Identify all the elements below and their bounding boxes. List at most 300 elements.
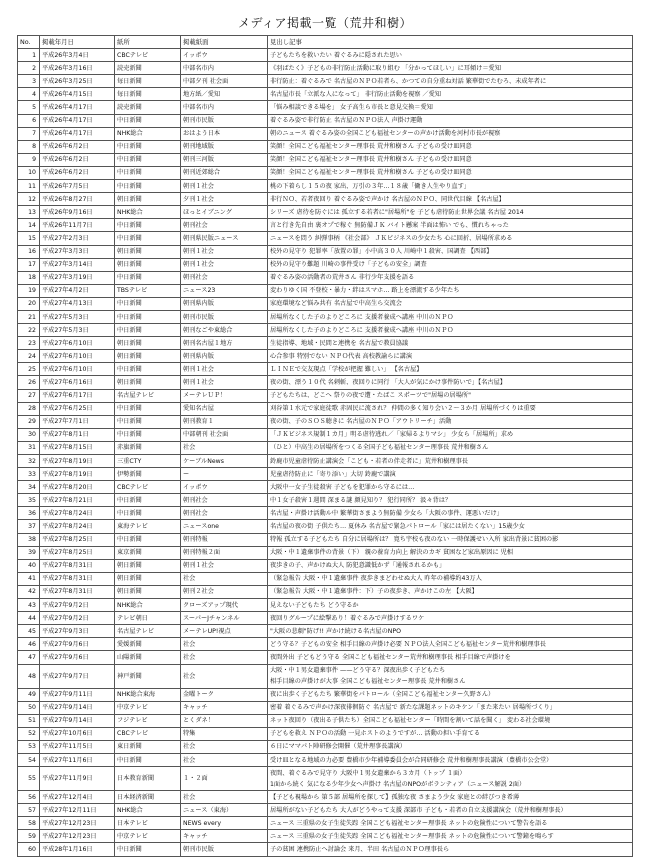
table-row <box>18 258 633 271</box>
table-row <box>18 817 633 830</box>
table-row <box>18 271 633 284</box>
table-row <box>18 520 633 533</box>
cell-section: イッポウ <box>181 481 268 494</box>
cell-date: 平成27年12月11日 <box>40 804 115 817</box>
cell-section: 朝刊特報２面 <box>181 546 268 559</box>
table-row <box>18 284 633 297</box>
cell-headline: 居場所がない子どもたち 大人がどうやって支援 深部市 子ども・若者の自立支援講演会（荒井和樹理事長） <box>268 804 633 817</box>
cell-headline: 変わりゆく国 不登校・暴力・絆はスマホ… 路上を漂流する少年たち <box>268 284 633 297</box>
table-row <box>18 625 633 638</box>
cell-media: 毎日新聞 <box>115 75 181 88</box>
table-row <box>18 350 633 363</box>
cell-no: 41 <box>18 572 40 585</box>
cell-section: ニュース（東海） <box>181 804 268 817</box>
cell-section: 金曜トーク <box>181 688 268 701</box>
cell-date: 平成27年6月16日 <box>40 376 115 389</box>
cell-no: 40 <box>18 559 40 572</box>
cell-no: 35 <box>18 494 40 507</box>
cell-headline: （緊急報告 大阪・中１遺棄事件 夜歩きまどわせぬ大人 昨年の補導約43万人 <box>268 572 633 585</box>
cell-media: 日本教育新聞 <box>115 767 181 791</box>
cell-media: NHK総合東海 <box>115 688 181 701</box>
cell-headline: 子どもたちは、どこへ 祭りの夜で遭・たばこ スポーツで"居場の居場所" <box>268 389 633 402</box>
cell-headline: ニュース 三重県の女子生徒失踪 全国こども福祉センター理事長 ネットの危険性について警告を語る <box>268 817 633 830</box>
table-row <box>18 714 633 727</box>
cell-section: イッポウ <box>181 49 268 62</box>
cell-date: 平成27年5月3日 <box>40 324 115 337</box>
cell-headline: 《羽ばたく》子どもの非行防止活動に取り組む 「分かってほしい」に耳傾け＝愛知 <box>268 62 633 75</box>
table-row <box>18 664 633 688</box>
cell-date: 平成27年4月2日 <box>40 284 115 297</box>
cell-no: 60 <box>18 843 40 856</box>
cell-headline: 夜の街、子のＳＯＳ聴きに 名古屋のＮＰＯ「アウトリーチ」活動 <box>268 415 633 428</box>
cell-headline: 生徒指導、地域・民間と連携を 名古屋で教員協議 <box>268 337 633 350</box>
cell-date: 平成27年6月17日 <box>40 389 115 402</box>
cell-media: 山陽新聞 <box>115 651 181 664</box>
cell-section: ほっとイブニング <box>181 206 268 219</box>
header-section: 掲載紙面 <box>181 36 268 49</box>
cell-headline: 心合参事 特別でない ＮＰＯ代表 高校教諭らに講演 <box>268 350 633 363</box>
cell-date: 平成27年8月31日 <box>40 559 115 572</box>
cell-headline: 見えない子どもたち どう守るか <box>268 599 633 612</box>
table-row <box>18 441 633 454</box>
cell-date: 平成27年9月2日 <box>40 612 115 625</box>
cell-section: スーパーJチャンネル <box>181 612 268 625</box>
cell-no: 25 <box>18 363 40 376</box>
cell-media: 中京テレビ <box>115 701 181 714</box>
cell-media: NHK総合 <box>115 127 181 140</box>
cell-media: 朝日新聞 <box>115 245 181 258</box>
cell-headline: ネット夜回り（夜出る子供たち）全国こども福祉センター「時間を割いて話を聞く」 変わる社会環境 <box>268 714 633 727</box>
cell-date: 平成26年6月2日 <box>40 166 115 179</box>
cell-media: 中日新聞 <box>115 153 181 166</box>
table-row <box>18 767 633 791</box>
cell-section: ニュースone <box>181 520 268 533</box>
cell-headline: 校外の見守り難題 川崎の事件受け「子どもの安全」調査 <box>268 258 633 271</box>
cell-section: ケーブルNews <box>181 455 268 468</box>
cell-no: 20 <box>18 297 40 310</box>
cell-headline: 中１女子殺害１週間 深まる謎 顔見知り？ 犯行同所？ 汲々背は？ <box>268 494 633 507</box>
cell-date: 平成27年8月1日 <box>40 428 115 441</box>
cell-no: 27 <box>18 389 40 402</box>
cell-media: 愛媛新聞 <box>115 638 181 651</box>
cell-media: NHK総合 <box>115 206 181 219</box>
table-row <box>18 88 633 101</box>
cell-section: 朝刊県内版 <box>181 350 268 363</box>
header-date: 掲載年月日 <box>40 36 115 49</box>
cell-section: 朝刊近郊総合 <box>181 166 268 179</box>
cell-date: 平成27年3月19日 <box>40 271 115 284</box>
cell-headline: 受け皿となる地域の力必要 豊橋市少年補導委員会が合同研修会 荒井和樹理事長講演（豊橋市公会堂） <box>268 753 633 766</box>
cell-date: 平成27年8月19日 <box>40 468 115 481</box>
cell-date: 平成27年3月14日 <box>40 258 115 271</box>
cell-media: NHK総合 <box>115 804 181 817</box>
cell-no: 29 <box>18 415 40 428</box>
cell-media: 中日新聞 <box>115 428 181 441</box>
cell-no: 45 <box>18 625 40 638</box>
cell-section: １・２面 <box>181 767 268 791</box>
cell-date: 平成27年8月19日 <box>40 455 115 468</box>
cell-headline: 言と行き先自由 裏オプで稼ぐ 無防備ＪＫ バイト懸案 半面は怖い でも、慣れちゃった <box>268 219 633 232</box>
cell-date: 平成27年8月25日 <box>40 546 115 559</box>
table-row <box>18 688 633 701</box>
table-row <box>18 585 633 598</box>
cell-media: 東京新聞 <box>115 546 181 559</box>
cell-headline: どう守る？子どもの安全 相手目線の声掛け必要 ＮＰＯ法人全国こども福祉センター荒井和樹理事長 <box>268 638 633 651</box>
cell-no: 52 <box>18 727 40 740</box>
cell-no: 7 <box>18 127 40 140</box>
cell-section: 朝刊１社会 <box>181 258 268 271</box>
cell-headline: 名古屋市長「立派な人になって」 非行防止活動を視察 ／愛知 <box>268 88 633 101</box>
cell-headline: 朝のニュース 着ぐるみ姿の全国こども福祉センターの声かけ活動を河村市長が視察 <box>268 127 633 140</box>
cell-no: 9 <box>18 153 40 166</box>
table-row <box>18 166 633 179</box>
table-row <box>18 481 633 494</box>
cell-media: 中日新聞 <box>115 494 181 507</box>
cell-date: 平成26年4月15日 <box>40 88 115 101</box>
cell-section: 朝刊市民版 <box>181 310 268 323</box>
cell-no: 11 <box>18 180 40 193</box>
cell-no: 54 <box>18 753 40 766</box>
cell-headline: 子の貧困 連携防止へ討論会 来月、半田 名古屋のＮＰＯ理事長ら <box>268 843 633 856</box>
cell-headline: 児童虐待防止に「寄り添い」大切 鈴鹿で講演 <box>268 468 633 481</box>
cell-section: 朝刊なごや東総合 <box>181 324 268 337</box>
cell-media: テレビ朝日 <box>115 612 181 625</box>
table-row <box>18 494 633 507</box>
cell-media: 朝日新聞 <box>115 585 181 598</box>
cell-date: 平成27年5月3日 <box>40 310 115 323</box>
cell-date: 平成27年8月31日 <box>40 572 115 585</box>
cell-media: CBCテレビ <box>115 49 181 62</box>
cell-section: 朝刊１社会 <box>181 245 268 258</box>
cell-headline: 家庭環境など悩み共有 名古屋で中高生ら交流会 <box>268 297 633 310</box>
cell-date: 平成27年8月24日 <box>40 507 115 520</box>
table-row <box>18 219 633 232</box>
cell-no: 18 <box>18 271 40 284</box>
cell-date: 平成26年9月16日 <box>40 206 115 219</box>
cell-section: 朝刊三河版 <box>181 153 268 166</box>
cell-media: 中日新聞 <box>115 219 181 232</box>
cell-headline: 「悩み相談できる場を」 女子高生ら市長と意見交換＝愛知 <box>268 101 633 114</box>
cell-section: 中部夕刊 社会面 <box>181 75 268 88</box>
cell-no: 59 <box>18 830 40 843</box>
cell-no: 28 <box>18 402 40 415</box>
cell-headline: （ひと）中高生の居場所をつくる全国子ども福祉センター理事長 荒井和樹さん <box>268 441 633 454</box>
cell-media: 朝日新聞 <box>115 559 181 572</box>
cell-no: 16 <box>18 245 40 258</box>
cell-section: 朝刊名古屋１地方 <box>181 337 268 350</box>
table-row <box>18 193 633 206</box>
cell-no: 3 <box>18 75 40 88</box>
cell-media: 東日新聞 <box>115 740 181 753</box>
cell-headline: 笑顔！全国こども福祉センター理事長 荒井和樹さん 子どもの受け皿同意 <box>268 166 633 179</box>
cell-media: 朝日新聞 <box>115 572 181 585</box>
cell-date: 平成27年8月31日 <box>40 585 115 598</box>
cell-date: 平成28年1月16日 <box>40 843 115 856</box>
table-row <box>18 701 633 714</box>
cell-date: 平成27年9月11日 <box>40 688 115 701</box>
cell-section: 社会 <box>181 740 268 753</box>
cell-media: 朝日新聞 <box>115 337 181 350</box>
cell-section: 朝刊社会 <box>181 219 268 232</box>
cell-date: 平成27年11月9日 <box>40 767 115 791</box>
cell-date: 平成26年3月4日 <box>40 49 115 62</box>
table-row <box>18 507 633 520</box>
table-row <box>18 572 633 585</box>
cell-section: 朝刊社会 <box>181 271 268 284</box>
cell-media: 中日新聞 <box>115 753 181 766</box>
cell-headline: 子どもたちを救いたい 着ぐるみに隠された思い <box>268 49 633 62</box>
cell-date: 平成27年7月1日 <box>40 415 115 428</box>
cell-headline: 大阪中一女子生徒殺害 子どもを犯罪から守るには… <box>268 481 633 494</box>
cell-date: 平成26年6月2日 <box>40 153 115 166</box>
table-row <box>18 791 633 804</box>
cell-headline: 笑顔！全国こども福祉センター理事長 荒井和樹さん 子どもの受け皿同意 <box>268 153 633 166</box>
cell-headline: ６日にママパト陣研修会開催（荒井理事長講演） <box>268 740 633 753</box>
cell-date: 平成27年9月14日 <box>40 714 115 727</box>
cell-media: 中日新聞 <box>115 415 181 428</box>
cell-section: 社会 <box>181 664 268 688</box>
cell-section: NEWS every <box>181 817 268 830</box>
cell-section: メーテレUP!視点 <box>181 625 268 638</box>
cell-media: 日本経済新聞 <box>115 791 181 804</box>
cell-headline: 居場所なくした子のよりどころに 支援者養成へ講座 中川のＮＰＯ <box>268 324 633 337</box>
table-row <box>18 830 633 843</box>
cell-section: 朝刊１社会 <box>181 363 268 376</box>
cell-section: 地方紙／愛知 <box>181 88 268 101</box>
table-row <box>18 101 633 114</box>
cell-headline: 夜の街、漂う１０代 名刺斬、夜回りに同行 「大人が気にかけ事件防いで」【名古屋】 <box>268 376 633 389</box>
cell-date: 平成27年11月5日 <box>40 740 115 753</box>
cell-no: 12 <box>18 193 40 206</box>
cell-no: 58 <box>18 817 40 830</box>
cell-headline: 鈴鹿市児童虐待防止講演会「こども・若者の伴走者に」荒井和樹理事長 <box>268 455 633 468</box>
cell-no: 53 <box>18 740 40 753</box>
table-row <box>18 546 633 559</box>
cell-media: 読売新聞 <box>115 101 181 114</box>
cell-headline: 夜間外出 子どもどう守る 全国こども福祉センター荒井和樹理事長 相手目線で声掛けを <box>268 651 633 664</box>
cell-section: 特集 <box>181 727 268 740</box>
cell-headline: 刈谷第１水元で家庭徒歌 赤固民に流され？ 仲間の多く知り会い２～３か月 居場所づくりは重要 <box>268 402 633 415</box>
cell-headline: シリーズ 虐待を防ぐには 孤立する若者に"居場所"を 子ども虐待防止世界会議 名古屋 2014 <box>268 206 633 219</box>
cell-media: 中日新聞 <box>115 363 181 376</box>
table-row <box>18 245 633 258</box>
cell-no: 22 <box>18 324 40 337</box>
table-row <box>18 153 633 166</box>
cell-section: 社会 <box>181 572 268 585</box>
table-row <box>18 310 633 323</box>
cell-date: 平成27年8月21日 <box>40 494 115 507</box>
cell-headline: 非行防止：着ぐるみで 名古屋のＮＰＯ若者ら、かつての自分重ね対話 繁華街でたむろ、未成年者に <box>268 75 633 88</box>
cell-section: とくダネ！ <box>181 714 268 727</box>
cell-media: 三重CTY <box>115 455 181 468</box>
cell-date: 平成27年8月24日 <box>40 520 115 533</box>
table-row <box>18 468 633 481</box>
cell-headline: 笑顔！全国こども福祉センター理事長 荒井和樹さん 子どもの受け皿同意 <box>268 140 633 153</box>
cell-no: 48 <box>18 664 40 688</box>
cell-media: フジテレビ <box>115 714 181 727</box>
cell-section: 愛知名古屋 <box>181 402 268 415</box>
cell-date: 平成27年6月10日 <box>40 363 115 376</box>
cell-no: 37 <box>18 520 40 533</box>
cell-date: 平成26年3月16日 <box>40 62 115 75</box>
cell-date: 平成26年6月2日 <box>40 140 115 153</box>
cell-headline: 居場所なくした子のよりどころに 支援者養成へ講座 中川のＮＰＯ <box>268 310 633 323</box>
cell-no: 21 <box>18 310 40 323</box>
cell-no: 43 <box>18 599 40 612</box>
table-row <box>18 75 633 88</box>
table-row <box>18 612 633 625</box>
cell-no: 5 <box>18 101 40 114</box>
cell-section: ニュース23 <box>181 284 268 297</box>
header-no: No. <box>18 36 40 49</box>
cell-no: 49 <box>18 688 40 701</box>
table-row <box>18 180 633 193</box>
cell-media: 中日新聞 <box>115 310 181 323</box>
cell-media: 東海テレビ <box>115 520 181 533</box>
cell-media: 伊勢新聞 <box>115 468 181 481</box>
table-row <box>18 140 633 153</box>
cell-headline: 夜歩きの子、声かけぬ大人 防犯意識低かず「通報されるかも」 <box>268 559 633 572</box>
table-row <box>18 127 633 140</box>
cell-headline: 夜間、着ぐるみで見守り 大阪中１男女遺棄から３カ月（トップ １面） 1面から続く 気になる少年少女へ声掛け 名古屋のNPOがボランティア（ニュース解説 2面） <box>268 767 633 791</box>
cell-headline: 着ぐるみ姿で非行防止 名古屋のＮＰＯ法人 声掛け運動 <box>268 114 633 127</box>
cell-no: 46 <box>18 638 40 651</box>
cell-section: 朝刊１社会 <box>181 180 268 193</box>
cell-headline: 密着 着ぐるみで声かけ深夜徘徊防ぐ 名古屋で 新たな課題ネットのキケン「また来たい 居場所づくり」 <box>268 701 633 714</box>
cell-no: 26 <box>18 376 40 389</box>
cell-date: 平成27年3月3日 <box>40 245 115 258</box>
table-row <box>18 376 633 389</box>
cell-date: 平成26年7月5日 <box>40 180 115 193</box>
header-media: 紙所 <box>115 36 181 49</box>
cell-section: メーテレＵＰ！ <box>181 389 268 402</box>
cell-media: 中京テレビ <box>115 830 181 843</box>
table-row <box>18 843 633 856</box>
cell-headline: 大阪・中１遺棄事件の背景（下） 親の養育力向上 解決のカギ 貧困など家出原因に 児相 <box>268 546 633 559</box>
table-row <box>18 753 633 766</box>
cell-no: 50 <box>18 701 40 714</box>
cell-date: 平成27年12月4日 <box>40 791 115 804</box>
cell-media: 名古屋テレビ <box>115 389 181 402</box>
table-row <box>18 727 633 740</box>
cell-no: 15 <box>18 232 40 245</box>
cell-headline: 夜回りグループに絵撃あり！着ぐるみで声掛けするワケ <box>268 612 633 625</box>
table-row <box>18 455 633 468</box>
cell-media: 毎日新聞 <box>115 88 181 101</box>
cell-headline: 大阪・中１男女遺棄事件 ——どう守る？深夜出歩く子どもたち 相手目線の声掛けが大事 全国こども福祉センター理事長 荒井和樹さん <box>268 664 633 688</box>
cell-media: 中日新聞 <box>115 232 181 245</box>
cell-section: 朝刊１社会 <box>181 559 268 572</box>
cell-no: 39 <box>18 546 40 559</box>
cell-section: 朝刊２社会 <box>181 585 268 598</box>
cell-media: 神戸新聞 <box>115 664 181 688</box>
cell-section: 中部朝刊 社会面 <box>181 428 268 441</box>
table-row <box>18 559 633 572</box>
cell-no: 2 <box>18 62 40 75</box>
cell-section: クローズアップ現代 <box>181 599 268 612</box>
table-row <box>18 638 633 651</box>
cell-section: 朝刊社会 <box>181 494 268 507</box>
cell-no: 30 <box>18 428 40 441</box>
cell-headline: ニュース 三重県の女子生徒失踪 全国こども福祉センター理事長 ネットの危険性について警鐘を鳴らす <box>268 830 633 843</box>
cell-date: 平成26年8月27日 <box>40 193 115 206</box>
cell-section: 中部名市内 <box>181 62 268 75</box>
table-row <box>18 49 633 62</box>
cell-date: 平成27年12月23日 <box>40 817 115 830</box>
cell-headline: 名古屋の夜の街 子供たち… 夏休み 名古屋で緊急パトロール「家には居たくない」15歳少女 <box>268 520 633 533</box>
cell-section: 朝刊特報 <box>181 533 268 546</box>
table-row <box>18 232 633 245</box>
cell-section: 朝刊県民版ニュース <box>181 232 268 245</box>
cell-headline: 子どもを救え ＮＰＯの活動 一見ホストのようですが… 活動の担い手育てる <box>268 727 633 740</box>
cell-section: 社会 <box>181 791 268 804</box>
cell-section: 夕刊１社会 <box>181 193 268 206</box>
cell-date: 平成26年4月17日 <box>40 101 115 114</box>
table-row <box>18 337 633 350</box>
cell-date: 平成27年9月3日 <box>40 625 115 638</box>
cell-no: 56 <box>18 791 40 804</box>
cell-media: 中日新聞 <box>115 297 181 310</box>
table-row <box>18 297 633 310</box>
cell-headline: "大阪の悲劇"防げ!! 声かけ続ける名古屋のNPO <box>268 625 633 638</box>
cell-no: 57 <box>18 804 40 817</box>
cell-date: 平成27年12月23日 <box>40 830 115 843</box>
page-title: メディア掲載一覧（荒井和樹） <box>237 16 413 30</box>
cell-headline: 夜に出歩く子どもたち 繁華街をパトロール（全国こども福祉センター久野さん） <box>268 688 633 701</box>
cell-no: 8 <box>18 140 40 153</box>
cell-media: 名古屋テレビ <box>115 625 181 638</box>
cell-headline: ＬＩＮＥで交友現点「学校が把握 難しい」 【名古屋】 <box>268 363 633 376</box>
cell-section: 社会 <box>181 651 268 664</box>
cell-no: 23 <box>18 337 40 350</box>
cell-no: 4 <box>18 88 40 101</box>
table-row <box>18 599 633 612</box>
header-headline: 見出し記事 <box>268 36 633 49</box>
table-row <box>18 651 633 664</box>
cell-no: 51 <box>18 714 40 727</box>
cell-headline: 非行ＮＯ、若者夜回り 着ぐるみ姿で声かけ 名古屋のＮＰＯ、同世代目線 【名古屋】 <box>268 193 633 206</box>
cell-date: 平成26年3月25日 <box>40 75 115 88</box>
cell-no: 24 <box>18 350 40 363</box>
cell-media: 読売新聞 <box>115 62 181 75</box>
cell-section: ー <box>181 468 268 481</box>
cell-section: 朝刊地域版 <box>181 140 268 153</box>
cell-media: 中日新聞 <box>115 114 181 127</box>
cell-media: 朝日新聞 <box>115 376 181 389</box>
cell-media: CBCテレビ <box>115 481 181 494</box>
cell-no: 31 <box>18 441 40 454</box>
table-body <box>18 49 633 856</box>
cell-media: 中日新聞 <box>115 271 181 284</box>
table-row <box>18 62 633 75</box>
cell-date: 平成26年4月17日 <box>40 114 115 127</box>
cell-media: 中日新聞 <box>115 166 181 179</box>
cell-date: 平成27年9月14日 <box>40 701 115 714</box>
cell-no: 32 <box>18 455 40 468</box>
cell-media: 中日新聞 <box>115 533 181 546</box>
cell-headline: 着ぐるみ姿の活動者の荒井さん 非行少年支援を語る <box>268 271 633 284</box>
cell-no: 38 <box>18 533 40 546</box>
cell-no: 36 <box>18 507 40 520</box>
cell-no: 33 <box>18 468 40 481</box>
cell-media: 中日新聞 <box>115 402 181 415</box>
cell-media: 中日新聞 <box>115 140 181 153</box>
cell-no: 1 <box>18 49 40 62</box>
cell-media: 中日新聞 <box>115 507 181 520</box>
table-header-row <box>18 36 633 49</box>
table-row <box>18 363 633 376</box>
cell-date: 平成27年8月25日 <box>40 533 115 546</box>
